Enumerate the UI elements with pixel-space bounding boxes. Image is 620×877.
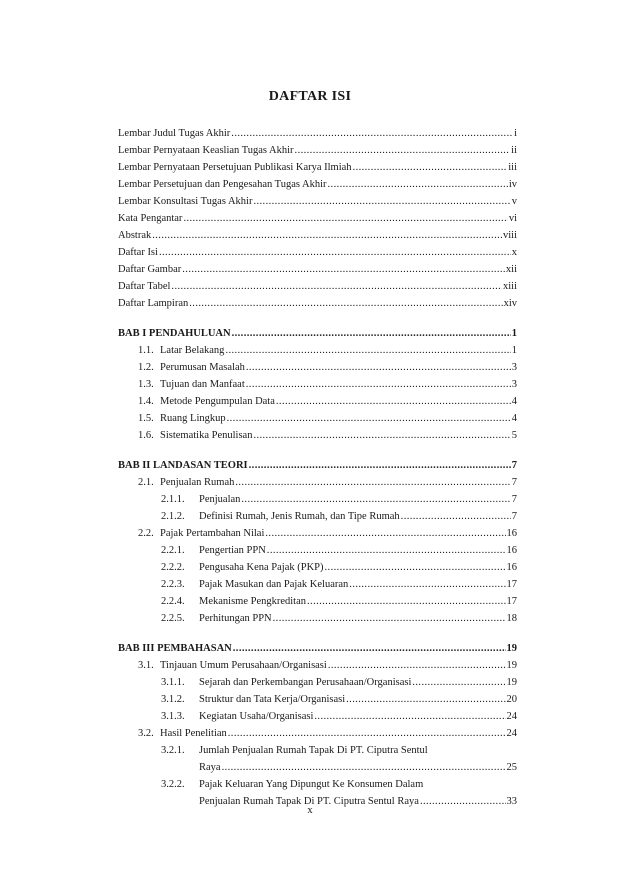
section-page: 16 — [506, 528, 517, 539]
dot-leader — [307, 594, 505, 610]
toc-entry-label: Daftar Lampiran — [118, 298, 189, 309]
dot-leader — [232, 326, 511, 342]
toc-entry-page: iv — [508, 179, 517, 190]
section-number: 3.1. — [138, 660, 154, 671]
chapter-label: BAB I PENDAHULUAN — [118, 328, 231, 339]
subsection-number: 3.2.2. — [161, 779, 185, 790]
toc-entry-page: v — [511, 196, 517, 207]
section-page: 4 — [511, 413, 517, 424]
dot-leader — [328, 177, 508, 193]
section-number: 1.6. — [138, 430, 154, 441]
subsection-label: Definisi Rumah, Jenis Rumah, dan Tipe Rumah — [199, 511, 400, 522]
chapter-page: 19 — [506, 643, 517, 654]
section-number: 1.2. — [138, 362, 154, 373]
section-entry — [138, 526, 517, 542]
dot-leader — [253, 194, 510, 210]
subsection-number: 3.1.2. — [161, 694, 185, 705]
dot-leader — [222, 760, 506, 776]
chapter-label: BAB II LANDASAN TEORI — [118, 460, 248, 471]
subsection-label: Kegiatan Usaha/Organisasi — [199, 711, 314, 722]
dot-leader — [325, 560, 506, 576]
subsection-number: 3.2.1. — [161, 745, 185, 756]
subsection-label: Penjualan — [199, 494, 241, 505]
dot-leader — [276, 394, 511, 410]
dot-leader — [346, 692, 505, 708]
subsection-label: Pengusaha Kena Pajak (PKP) — [199, 562, 324, 573]
toc-entry-label: Kata Pengantar — [118, 213, 183, 224]
toc-entry-page: xiv — [503, 298, 517, 309]
subsection-number: 2.2.3. — [161, 579, 185, 590]
subsection-entry — [161, 675, 517, 691]
dot-leader — [241, 492, 510, 508]
toc-entry — [118, 279, 517, 295]
section-label: Pajak Pertambahan Nilai — [160, 528, 265, 539]
subsection-entry-first-line — [161, 743, 428, 759]
subsection-label: Struktur dan Tata Kerja/Organisasi — [199, 694, 346, 705]
toc-entry — [118, 296, 517, 312]
toc-entry-label: Lembar Pernyataan Keaslian Tugas Akhir — [118, 145, 294, 156]
toc-entry-page: x — [511, 247, 517, 258]
subsection-page: 17 — [506, 579, 517, 590]
dot-leader — [253, 428, 510, 444]
dot-leader — [235, 475, 510, 491]
section-page: 5 — [511, 430, 517, 441]
section-label: Tujuan dan Manfaat — [160, 379, 245, 390]
subsection-page: 33 — [506, 796, 517, 807]
section-label: Penjualan Rumah — [160, 477, 235, 488]
page-number-footer: x — [307, 805, 313, 816]
subsection-entry — [161, 509, 517, 525]
section-label: Metode Pengumpulan Data — [160, 396, 275, 407]
subsection-label: Perhitungan PPN — [199, 613, 272, 624]
section-entry — [138, 726, 517, 742]
section-entry — [138, 343, 517, 359]
dot-leader — [183, 211, 507, 227]
chapter-entry — [118, 458, 517, 474]
dot-leader — [231, 126, 513, 142]
section-entry — [138, 394, 517, 410]
subsection-label: Pajak Masukan dan Pajak Keluaran — [199, 579, 349, 590]
dot-leader — [233, 641, 506, 657]
subsection-page: 7 — [511, 511, 517, 522]
subsection-entry — [161, 709, 517, 725]
subsection-entry — [161, 543, 517, 559]
dot-leader — [295, 143, 511, 159]
subsection-entry-second-line — [199, 760, 517, 776]
toc-entry-label: Daftar Isi — [118, 247, 158, 258]
section-label: Sistematika Penulisan — [160, 430, 253, 441]
dot-leader — [353, 160, 508, 176]
subsection-number: 3.1.3. — [161, 711, 185, 722]
subsection-label: Mekanisme Pengkreditan — [199, 596, 307, 607]
toc-entry — [118, 177, 517, 193]
subsection-label: Pajak Keluaran Yang Dipungut Ke Konsumen Dalam — [199, 779, 424, 790]
subsection-number: 2.1.1. — [161, 494, 185, 505]
dot-leader — [227, 411, 511, 427]
subsection-label: Pengertian PPN — [199, 545, 266, 556]
section-label: Ruang Lingkup — [160, 413, 226, 424]
toc-entry-label: Lembar Judul Tugas Akhir — [118, 128, 231, 139]
toc-entry-page: i — [514, 128, 517, 139]
toc-entry — [118, 262, 517, 278]
dot-leader — [152, 228, 502, 244]
section-page: 7 — [511, 477, 517, 488]
subsection-page: 25 — [506, 762, 517, 773]
section-number: 1.5. — [138, 413, 154, 424]
toc-entry-page: xiii — [502, 281, 517, 292]
section-number: 1.3. — [138, 379, 154, 390]
chapter-page: 7 — [511, 460, 517, 471]
toc-entry-page: iii — [508, 162, 517, 173]
section-label: Perumusan Masalah — [160, 362, 245, 373]
section-entry — [138, 658, 517, 674]
section-number: 3.2. — [138, 728, 154, 739]
section-page: 19 — [506, 660, 517, 671]
subsection-page: 24 — [506, 711, 517, 722]
toc-entry — [118, 211, 517, 227]
dot-leader — [328, 658, 506, 674]
toc-entry — [118, 126, 517, 142]
section-entry — [138, 428, 517, 444]
toc-entry — [118, 160, 517, 176]
subsection-number: 2.2.4. — [161, 596, 185, 607]
section-entry — [138, 475, 517, 491]
section-label: Tinjauan Umum Perusahaan/Organisasi — [160, 660, 327, 671]
dot-leader — [349, 577, 505, 593]
subsection-label: Sejarah dan Perkembangan Perusahaan/Organisasi — [199, 677, 412, 688]
section-page: 4 — [511, 396, 517, 407]
toc-entry-label: Daftar Gambar — [118, 264, 182, 275]
subsection-entry — [161, 611, 517, 627]
dot-leader — [159, 245, 511, 261]
toc-entry-label: Lembar Konsultasi Tugas Akhir — [118, 196, 253, 207]
section-number: 1.1. — [138, 345, 154, 356]
chapter-label: BAB III PEMBAHASAN — [118, 643, 232, 654]
section-page: 24 — [506, 728, 517, 739]
chapter-entry — [118, 641, 517, 657]
subsection-number: 2.1.2. — [161, 511, 185, 522]
subsection-entry — [161, 560, 517, 576]
subsection-page: 20 — [506, 694, 517, 705]
subsection-label: Jumlah Penjualan Rumah Tapak Di PT. Ciputra Sentul — [199, 745, 428, 756]
subsection-page: 17 — [506, 596, 517, 607]
section-entry — [138, 411, 517, 427]
subsection-page: 16 — [506, 562, 517, 573]
subsection-number: 2.2.1. — [161, 545, 185, 556]
subsection-entry — [161, 577, 517, 593]
dot-leader — [267, 543, 506, 559]
subsection-entry — [161, 492, 517, 508]
toc-entry — [118, 228, 517, 244]
chapter-entry — [118, 326, 517, 342]
subsection-entry-first-line — [161, 777, 423, 793]
section-page: 3 — [511, 379, 517, 390]
section-page: 1 — [511, 345, 517, 356]
toc-entry — [118, 245, 517, 261]
subsection-page: 19 — [506, 677, 517, 688]
section-label: Latar Belakang — [160, 345, 225, 356]
dot-leader — [225, 343, 510, 359]
subsection-number: 2.2.5. — [161, 613, 185, 624]
toc-entry-page: xii — [505, 264, 517, 275]
dot-leader — [273, 611, 506, 627]
dot-leader — [249, 458, 511, 474]
section-entry — [138, 360, 517, 376]
subsection-page: 7 — [511, 494, 517, 505]
dot-leader — [401, 509, 511, 525]
section-entry — [138, 377, 517, 393]
subsection-entry — [161, 594, 517, 610]
dot-leader — [182, 262, 505, 278]
subsection-entry — [161, 692, 517, 708]
subsection-label-continued: Raya — [199, 762, 221, 773]
toc-entry-label: Daftar Tabel — [118, 281, 171, 292]
toc-entry-page: ii — [511, 145, 517, 156]
page-title: DAFTAR ISI — [268, 89, 352, 104]
dot-leader — [265, 526, 505, 542]
subsection-number: 2.2.2. — [161, 562, 185, 573]
dot-leader — [314, 709, 505, 725]
section-page: 3 — [511, 362, 517, 373]
toc-entry-label: Lembar Pernyataan Persetujuan Publikasi Karya Ilmiah — [118, 162, 352, 173]
subsection-number: 3.1.1. — [161, 677, 185, 688]
section-label: Hasil Penelitian — [160, 728, 227, 739]
toc-entry — [118, 143, 517, 159]
dot-leader — [246, 377, 511, 393]
toc-entry-page: viii — [502, 230, 517, 241]
toc-entry-label: Lembar Persetujuan dan Pengesahan Tugas Akhir — [118, 179, 327, 190]
dot-leader — [246, 360, 511, 376]
section-number: 1.4. — [138, 396, 154, 407]
toc-entry-page: vi — [508, 213, 517, 224]
dot-leader — [412, 675, 505, 691]
chapter-page: 1 — [511, 328, 517, 339]
subsection-page: 18 — [506, 613, 517, 624]
dot-leader — [171, 279, 502, 295]
subsection-label-continued: Penjualan Rumah Tapak Di PT. Ciputra Sentul Raya — [199, 796, 419, 807]
section-number: 2.1. — [138, 477, 154, 488]
subsection-page: 16 — [506, 545, 517, 556]
section-number: 2.2. — [138, 528, 154, 539]
toc-entry — [118, 194, 517, 210]
dot-leader — [228, 726, 506, 742]
dot-leader — [189, 296, 502, 312]
toc-entry-label: Abstrak — [118, 230, 152, 241]
